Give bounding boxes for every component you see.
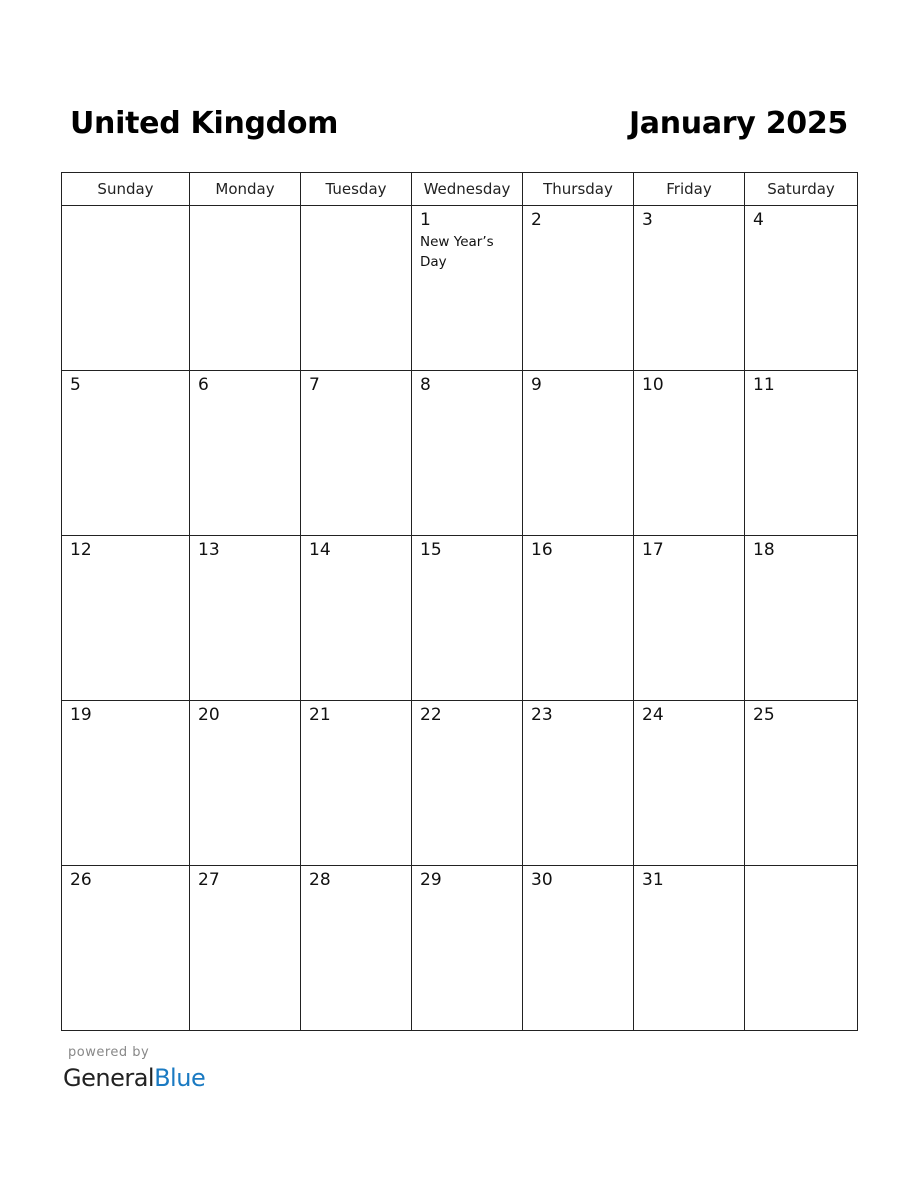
- day-cell: [745, 701, 858, 866]
- day-cell: [745, 206, 858, 371]
- day-cell: [634, 866, 745, 1031]
- day-number: 19: [70, 705, 92, 725]
- holiday-label: [523, 230, 633, 232]
- day-cell: [301, 536, 412, 701]
- day-number: 5: [70, 375, 81, 395]
- holiday-label: [634, 890, 744, 892]
- day-number: 13: [198, 540, 220, 560]
- day-cell: [62, 701, 190, 866]
- day-number: 18: [753, 540, 775, 560]
- weekday-header-row: [62, 173, 858, 206]
- day-number: 30: [531, 870, 553, 890]
- day-cell: [412, 701, 523, 866]
- holiday-label: [523, 395, 633, 397]
- holiday-label: [523, 560, 633, 562]
- day-number: 27: [198, 870, 220, 890]
- day-cell: [634, 536, 745, 701]
- week-row: [62, 536, 858, 701]
- day-number: 17: [642, 540, 664, 560]
- weekday-header: Tuesday: [301, 173, 412, 206]
- holiday-label: [745, 560, 857, 562]
- day-cell: [62, 536, 190, 701]
- day-cell: [301, 866, 412, 1031]
- day-cell: [745, 866, 858, 1031]
- holiday-label: [634, 725, 744, 727]
- day-number: 10: [642, 375, 664, 395]
- holiday-label: [190, 210, 300, 212]
- day-cell: [412, 371, 523, 536]
- day-number: 12: [70, 540, 92, 560]
- day-number: 25: [753, 705, 775, 725]
- week-row: [62, 701, 858, 866]
- day-number: 7: [309, 375, 320, 395]
- day-cell: [634, 206, 745, 371]
- day-cell: [190, 371, 301, 536]
- day-number: 29: [420, 870, 442, 890]
- day-cell: [301, 206, 412, 371]
- week-row: [62, 866, 858, 1031]
- day-cell: [301, 701, 412, 866]
- brand-name-part2: Blue: [154, 1064, 206, 1092]
- holiday-label: [301, 210, 411, 212]
- weekday-header: Friday: [634, 173, 745, 206]
- day-number: 28: [309, 870, 331, 890]
- day-number: 20: [198, 705, 220, 725]
- holiday-label: [301, 725, 411, 727]
- day-number: 1: [420, 210, 431, 230]
- week-row: [62, 206, 858, 371]
- holiday-label: [412, 560, 522, 562]
- day-number: 15: [420, 540, 442, 560]
- holiday-label: [62, 395, 189, 397]
- holiday-label: [745, 870, 857, 872]
- day-number: 26: [70, 870, 92, 890]
- holiday-label: [523, 725, 633, 727]
- holiday-label: [412, 725, 522, 727]
- holiday-label: [634, 395, 744, 397]
- holiday-label: [523, 890, 633, 892]
- holiday-label: [412, 890, 522, 892]
- day-number: 31: [642, 870, 664, 890]
- country-title: United Kingdom: [70, 106, 339, 141]
- day-cell: [412, 866, 523, 1031]
- day-number: 21: [309, 705, 331, 725]
- weekday-header: Wednesday: [412, 173, 523, 206]
- day-cell: [190, 536, 301, 701]
- day-cell: [62, 206, 190, 371]
- powered-by-label: powered by: [68, 1045, 150, 1060]
- holiday-label: [745, 725, 857, 727]
- month-year-title: January 2025: [628, 106, 848, 141]
- day-cell: [412, 536, 523, 701]
- day-cell: [62, 371, 190, 536]
- day-cell: [301, 371, 412, 536]
- holiday-label: [745, 395, 857, 397]
- day-cell: [634, 371, 745, 536]
- day-number: 14: [309, 540, 331, 560]
- day-cell: [190, 866, 301, 1031]
- day-cell: [62, 866, 190, 1031]
- holiday-label: [190, 725, 300, 727]
- weekday-header: Saturday: [745, 173, 858, 206]
- day-number: 4: [753, 210, 764, 230]
- day-number: 11: [753, 375, 775, 395]
- holiday-label: [412, 395, 522, 397]
- day-cell: [523, 206, 634, 371]
- generalblue-logo[interactable]: [63, 1062, 205, 1094]
- day-number: 23: [531, 705, 553, 725]
- day-number: 24: [642, 705, 664, 725]
- day-number: 6: [198, 375, 209, 395]
- day-number: 16: [531, 540, 553, 560]
- day-number: 22: [420, 705, 442, 725]
- day-number: 2: [531, 210, 542, 230]
- day-number: 9: [531, 375, 542, 395]
- weekday-header: Thursday: [523, 173, 634, 206]
- holiday-label: [62, 890, 189, 892]
- holiday-label: [190, 560, 300, 562]
- holiday-label: [634, 560, 744, 562]
- holiday-label: [62, 725, 189, 727]
- day-cell: [190, 206, 301, 371]
- holiday-label: [634, 230, 744, 232]
- holiday-label: [190, 890, 300, 892]
- weekday-header: Sunday: [62, 173, 190, 206]
- weekday-header: Monday: [190, 173, 301, 206]
- day-cell: [745, 536, 858, 701]
- holiday-label: [745, 230, 857, 232]
- day-number: 8: [420, 375, 431, 395]
- holiday-label: [301, 395, 411, 397]
- brand-name-part1: General: [63, 1064, 155, 1092]
- day-cell: [523, 371, 634, 536]
- day-cell: [745, 371, 858, 536]
- week-row: [62, 371, 858, 536]
- holiday-label: [190, 395, 300, 397]
- day-cell: [190, 701, 301, 866]
- holiday-label: New Year’s Day: [420, 234, 494, 270]
- day-number: 3: [642, 210, 653, 230]
- holiday-label: [62, 210, 189, 212]
- day-cell: [523, 536, 634, 701]
- day-cell: [412, 206, 523, 371]
- day-cell: [523, 701, 634, 866]
- day-cell: [634, 701, 745, 866]
- holiday-label: [301, 890, 411, 892]
- calendar-grid: [61, 172, 858, 1031]
- holiday-label: [301, 560, 411, 562]
- day-cell: [523, 866, 634, 1031]
- holiday-label: [62, 560, 189, 562]
